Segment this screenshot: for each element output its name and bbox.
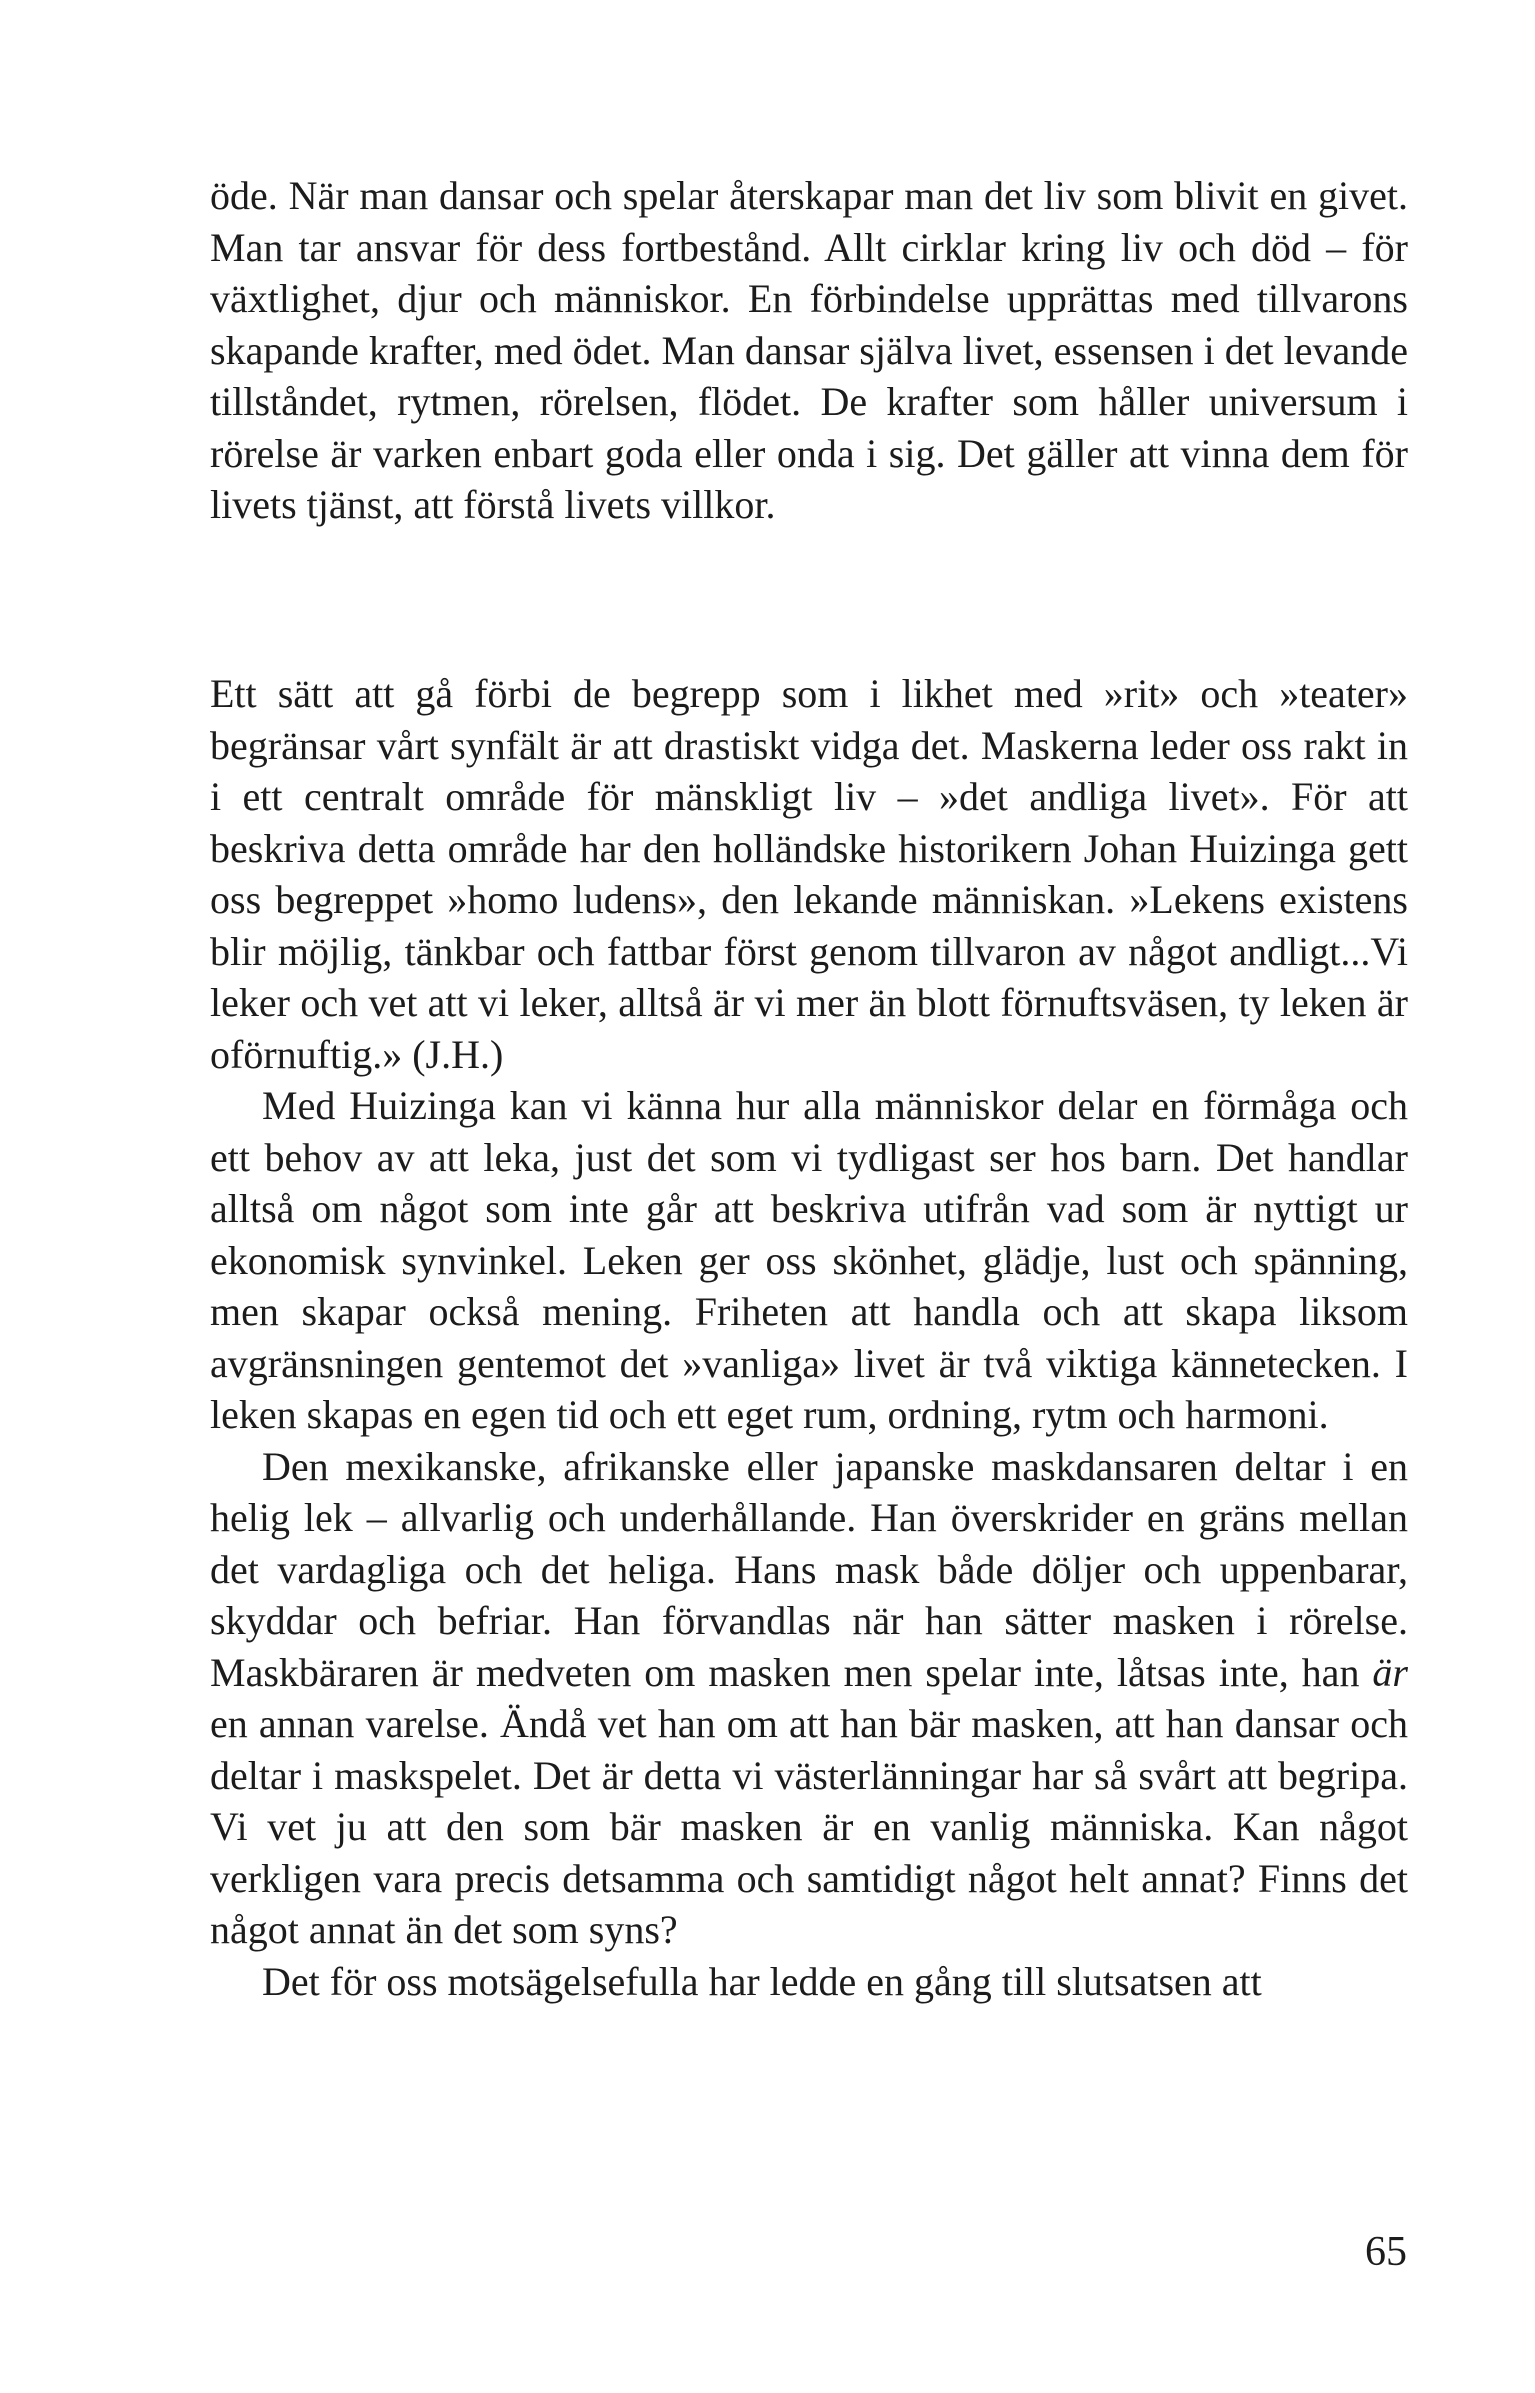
paragraph-continuation: öde. När man dansar och spelar återskapar man det liv som blivit en givet. Man tar ansvar för dess fortbestånd. Allt cirklar kring liv och död – för växtlighet, djur och människor. En förbindelse upprättas med tillvarons skapande krafter, med ödet. Man dansar själva livet, essensen i det levande tillståndet, rytmen, rörelsen, flödet. De krafter som håller universum i rörelse är varken enbart goda eller onda i sig. Det gäller att vinna dem för livets tjänst, att förstå livets villkor. xyxy=(210,173,1408,527)
body-text-top xyxy=(210,170,1408,531)
mask-dancer-text-part2: en annan varelse. Ändå vet han om att han bär masken, att han dansar och deltar i maskspelet. Det är detta vi västerlänningar har så svårt att begripa. Vi vet ju att den som bär masken är en vanlig människa. Kan något verkligen vara precis detsamma och samtidigt något helt annat? Finns det något annat än det som syns? xyxy=(210,1701,1408,1952)
paragraph-play-need: Med Huizinga kan vi känna hur alla människor delar en förmåga och ett behov av att leka, just det som vi tydligast ser hos barn. Det handlar alltså om något som inte går att beskriva utifrån vad som är nyttigt ur ekonomisk synvinkel. Leken ger oss skönhet, glädje, lust och spänning, men skapar också mening. Friheten att handla och att skapa liksom avgränsningen gentemot det »vanliga» livet är två viktiga kännetecken. I leken skapas en egen tid och ett eget rum, ordning, rytm och harmoni. xyxy=(210,1083,1408,1437)
paragraph-mask-dancer xyxy=(210,1441,1408,1956)
emphasis-word: är xyxy=(1372,1649,1408,1695)
paragraph-huizinga-intro: Ett sätt att gå förbi de begrepp som i likhet med »rit» och »teater» begränsar vårt synfält är att drastiskt vidga det. Maskerna leder oss rakt in i ett centralt område för mänskligt liv – »det andliga livet». För att beskriva detta område har den holländske historikern Johan Huizinga gett oss begreppet »homo ludens», den lekande människan. »Lekens existens blir möjlig, tänkbar och fattbar först genom tillvaron av något andligt...Vi leker och vet att vi leker, alltså är vi mer än blott förnuftsväsen, ty leken är oförnuftig.» (J.H.) xyxy=(210,671,1408,1077)
paragraph-contradiction: Det för oss motsägelsefulla har ledde en gång till slutsatsen att xyxy=(262,1958,1262,2004)
page-number: 65 xyxy=(1365,2229,1407,2275)
mask-dancer-text-part1: Den mexikanske, afrikanske eller japanske maskdansaren deltar i en helig lek – allvarlig och underhållande. Han överskrider en gräns mellan det vardagliga och det heliga. Hans mask både döljer och uppenbarar, skyddar och befriar. Han förvandlas när han sätter masken i rörelse. Maskbäraren är medveten om masken men spelar inte, låtsas inte, han xyxy=(210,1443,1408,1695)
body-text-main xyxy=(210,668,1408,2007)
